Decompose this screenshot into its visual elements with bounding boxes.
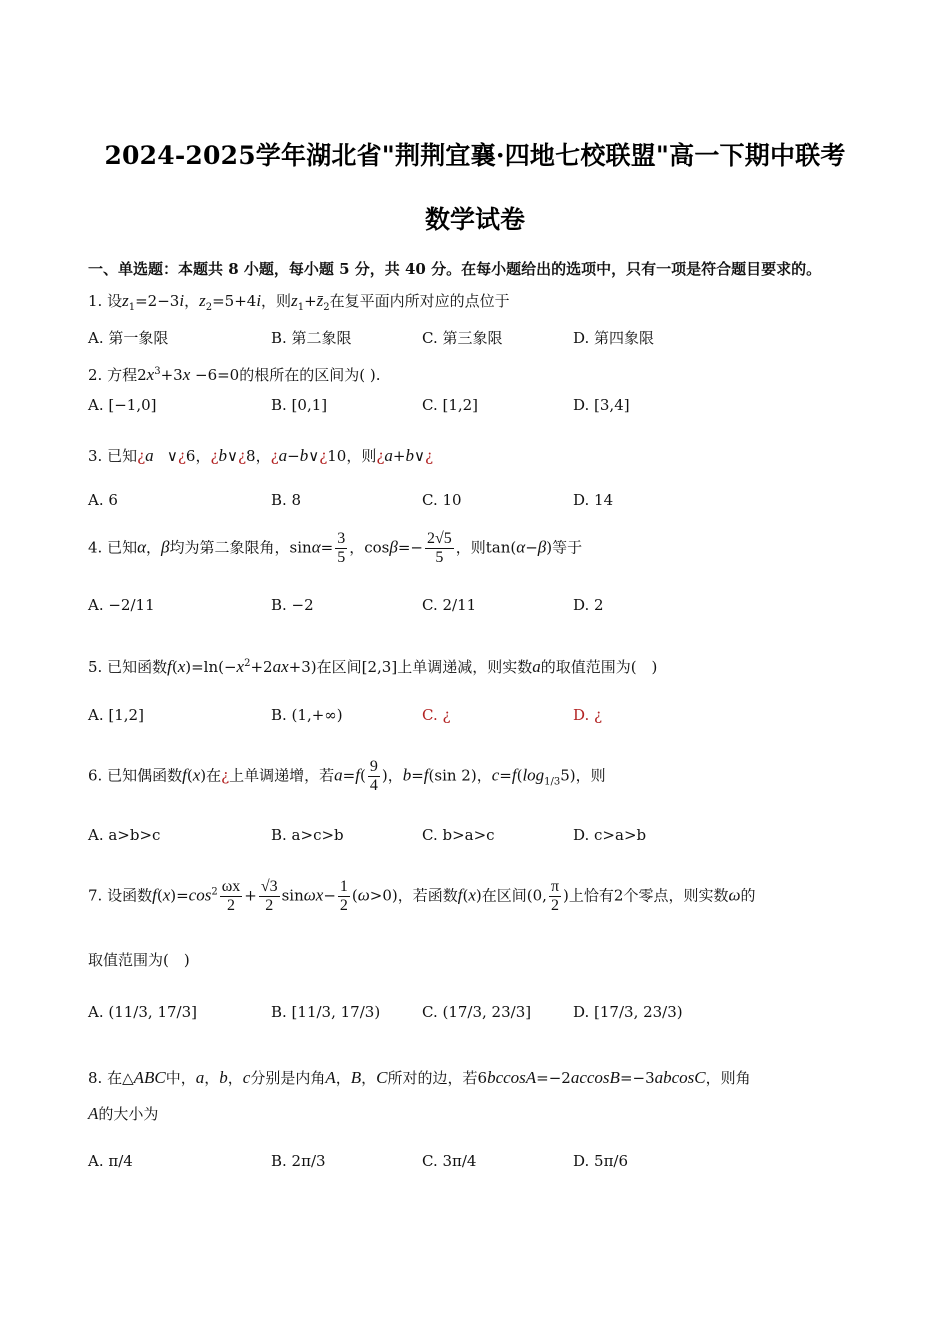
question-5-stem: 5. 已知函数$f(x)=\ln(-x^2+2ax+3)$在区间[2,3]上单调递减，则实数a的取值范围为( )	[88, 657, 658, 676]
q3-option-c: C. 10	[422, 491, 462, 509]
q5-option-c: C. ¿	[422, 706, 451, 724]
q4-option-c: C. 2/11	[422, 596, 477, 614]
q6-option-c: C. b>a>c	[422, 826, 495, 844]
q7-option-b: B. [11/3, 17/3)	[271, 1003, 381, 1021]
question-2-stem: 2. 方程$2x^3+3x -6=0$的根所在的区间为( ).	[88, 365, 381, 384]
q5-option-d: D. ¿	[573, 706, 603, 724]
q1-option-b: B. 第二象限	[271, 329, 352, 347]
q6-option-b: B. a>c>b	[271, 826, 344, 844]
q2-option-d: D. [3,4]	[573, 396, 630, 414]
question-8-stem: 8. 在△ABC中，a，b，c分别是内角A，B，C所对的边，若6bccosA=−2accosB=−3abcosC，则角	[88, 1068, 751, 1087]
q5-option-a: A. [1,2]	[88, 706, 144, 724]
q2-option-c: C. [1,2]	[422, 396, 479, 414]
q2-option-a: A. [−1,0]	[88, 396, 157, 414]
q3-option-b: B. 8	[271, 491, 302, 509]
q3-option-d: D. 14	[573, 491, 614, 509]
question-3-stem: 3. 已知¿a⃗∨¿6，¿b∨¿8，¿a−b∨¿10，则¿a+b∨¿	[88, 446, 434, 465]
q6-option-d: D. c>a>b	[573, 826, 647, 844]
q4-option-d: D. 2	[573, 596, 604, 614]
question-1-stem: 1. 设$z_1=2-3i$，$z_2=5+4i$，则$z_1+z̄_2$在复平面内所对应的点位于	[88, 291, 510, 313]
question-4-stem: 4. 已知α，β均为第二象限角，sinα= $\frac{3}{5}$ ，cosβ=− $\frac{2√5}{5}$ ，则tan(α−β)等于	[88, 530, 583, 566]
q6-option-a: A. a>b>c	[88, 826, 161, 844]
q4-option-a: A. −2/11	[88, 596, 155, 614]
question-8-stem-cont: A的大小为	[88, 1104, 159, 1123]
page-title: 2024-2025学年湖北省"荆荆宜襄·四地七校联盟"高一下期中联考	[104, 141, 846, 170]
q1-option-a: A. 第一象限	[88, 329, 169, 347]
q8-option-a: A. π/4	[88, 1152, 133, 1170]
question-6-stem: 6. 已知偶函数f(x)在¿上单调递增，若a=f( $\frac{9}{4}$ )，b=f(sin 2)，$c=f(\log_{1/3}5)$，则	[88, 758, 606, 794]
question-7-stem: 7. 设函数$f(x)=\cos^2$ $\frac{\omega x}{2}$ + $\frac{√3}{2}$ sinωx− $\frac{1}{2}$ (ω>0)，若函数f(x)在区间(0, $\frac{\pi}{2}$ )上恰有2个零点，则实数ω的	[88, 878, 756, 914]
q8-option-b: B. 2π/3	[271, 1152, 326, 1170]
q7-option-a: A. (11/3, 17/3]	[88, 1003, 197, 1021]
q1-option-c: C. 第三象限	[422, 329, 503, 347]
q5-option-b: B. (1,+∞)	[271, 706, 343, 724]
section-heading: 一、单选题：本题共 8 小题，每小题 5 分，共 40 分。在每小题给出的选项中，只有一项是符合题目要求的。	[88, 260, 822, 278]
q4-option-b: B. −2	[271, 596, 314, 614]
q7-option-c: C. (17/3, 23/3]	[422, 1003, 532, 1021]
q2-option-b: B. [0,1]	[271, 396, 328, 414]
q1-option-d: D. 第四象限	[573, 329, 655, 347]
page-subtitle: 数学试卷	[424, 205, 525, 234]
q7-option-d: D. [17/3, 23/3)	[573, 1003, 683, 1021]
q3-option-a: A. 6	[88, 491, 118, 509]
q8-option-d: D. 5π/6	[573, 1152, 629, 1170]
question-7-stem-cont: 取值范围为( )	[88, 951, 190, 969]
q8-option-c: C. 3π/4	[422, 1152, 477, 1170]
